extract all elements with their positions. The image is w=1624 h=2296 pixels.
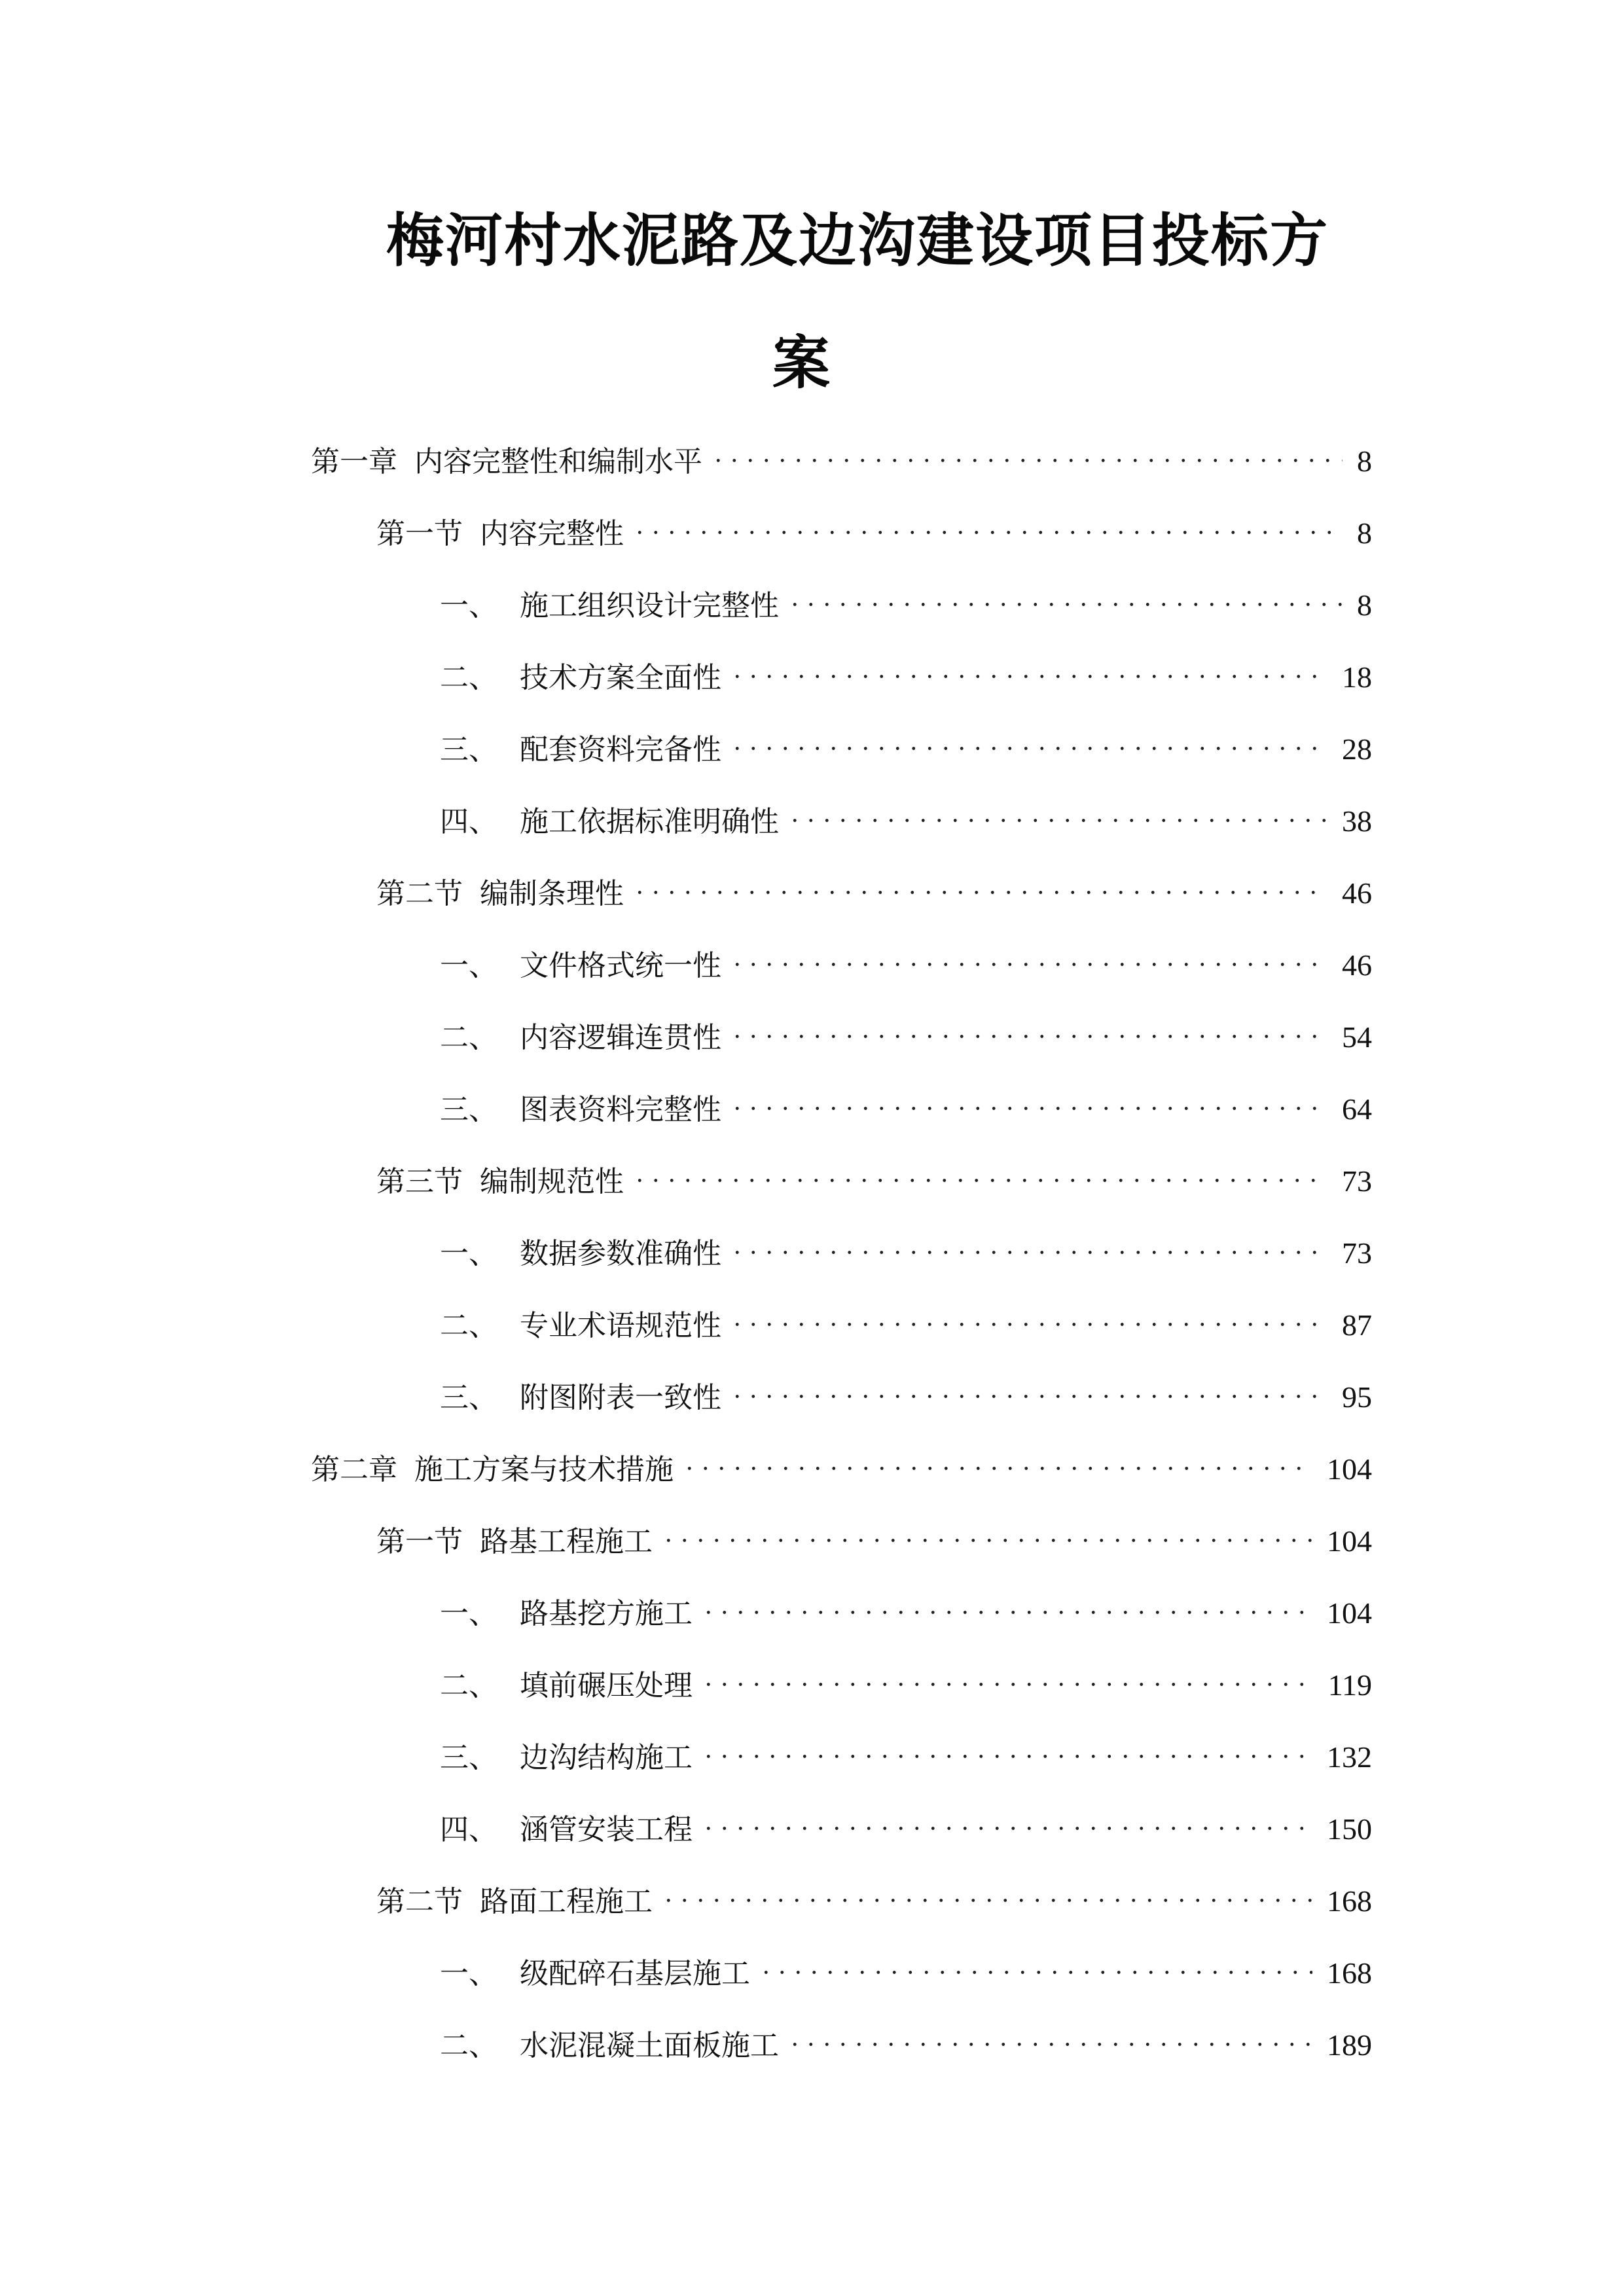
- toc-dot-leader: [700, 1728, 1312, 1767]
- toc-dot-leader: [700, 1800, 1312, 1839]
- toc-entry-section[interactable]: [376, 1872, 1372, 1918]
- toc-entry-page-number: 8: [1357, 588, 1372, 622]
- toc-entry-page-number: 8: [1357, 516, 1372, 550]
- toc-dot-leader: [729, 648, 1327, 687]
- toc-entry-number: 二、: [440, 1021, 497, 1054]
- toc-dot-leader: [729, 1296, 1327, 1335]
- toc-entry-page-number: 38: [1342, 804, 1372, 838]
- toc-entry-title: 编制规范性: [480, 1165, 624, 1198]
- toc-entry-number: 第二节: [376, 877, 463, 910]
- toc-entry-title: 专业术语规范性: [520, 1309, 721, 1342]
- toc-entry-subsection[interactable]: [440, 1656, 1372, 1702]
- toc-entry-section[interactable]: [376, 504, 1372, 550]
- toc-entry-subsection[interactable]: [440, 1800, 1372, 1846]
- toc-entry-number: 二、: [440, 2029, 497, 2062]
- toc-entry-section[interactable]: [376, 864, 1372, 910]
- toc-dot-leader: [710, 432, 1343, 471]
- toc-entry-title: 填前碾压处理: [520, 1669, 693, 1702]
- toc-entry-subsection[interactable]: [440, 2016, 1372, 2062]
- toc-dot-leader: [787, 2016, 1312, 2055]
- document-title-line-1: 梅河村水泥路及边沟建设项目投标方: [386, 207, 1329, 274]
- toc-entry-title: 配套资料完备性: [520, 733, 721, 766]
- toc-entry-number: 一、: [440, 1597, 497, 1630]
- toc-dot-leader: [729, 1368, 1327, 1407]
- toc-entry-page-number: 150: [1327, 1812, 1372, 1846]
- toc-entry-page-number: 73: [1342, 1236, 1372, 1270]
- toc-entry-subsection[interactable]: [440, 576, 1372, 622]
- toc-entry-page-number: 46: [1342, 876, 1372, 910]
- toc-entry-title: 路基挖方施工: [520, 1597, 693, 1630]
- toc-entry-subsection[interactable]: [440, 720, 1372, 766]
- toc-dot-leader: [758, 1944, 1312, 1983]
- toc-entry-title: 图表资料完整性: [520, 1093, 721, 1126]
- toc-entry-page-number: 8: [1357, 444, 1372, 478]
- toc-entry-title: 路基工程施工: [480, 1525, 653, 1558]
- toc-entry-page-number: 28: [1342, 732, 1372, 766]
- toc-entry-title: 技术方案全面性: [520, 661, 721, 694]
- toc-dot-leader: [787, 792, 1327, 831]
- toc-entry-page-number: 54: [1342, 1020, 1372, 1054]
- toc-dot-leader: [729, 936, 1327, 975]
- toc-entry-title: 水泥混凝土面板施工: [520, 2029, 779, 2062]
- toc-dot-leader: [632, 504, 1343, 543]
- document-title-line-2: 案: [772, 329, 831, 397]
- toc-dot-leader: [700, 1656, 1314, 1695]
- toc-dot-leader: [729, 720, 1327, 759]
- toc-entry-page-number: 95: [1342, 1380, 1372, 1414]
- toc-entry-title: 内容逻辑连贯性: [520, 1021, 721, 1054]
- toc-entry-page-number: 87: [1342, 1308, 1372, 1342]
- toc-entry-title: 附图附表一致性: [520, 1381, 721, 1414]
- toc-entry-number: 第一节: [376, 1525, 463, 1558]
- toc-entry-title: 施工方案与技术措施: [414, 1453, 674, 1486]
- toc-entry-number: 三、: [440, 1741, 497, 1774]
- toc-entry-page-number: 104: [1327, 1524, 1372, 1558]
- toc-entry-subsection[interactable]: [440, 1584, 1372, 1630]
- toc-entry-number: 二、: [440, 661, 497, 694]
- toc-entry-number: 四、: [440, 805, 497, 838]
- toc-entry-page-number: 18: [1342, 660, 1372, 694]
- toc-dot-leader: [700, 1584, 1312, 1623]
- toc-entry-title: 内容完整性: [480, 517, 624, 550]
- toc-entry-subsection[interactable]: [440, 1224, 1372, 1270]
- toc-entry-number: 第一节: [376, 517, 463, 550]
- toc-entry-page-number: 189: [1327, 2028, 1372, 2062]
- toc-entry-title: 施工组织设计完整性: [520, 589, 779, 622]
- toc-entry-number: 第一章: [311, 445, 397, 478]
- toc-entry-title: 施工依据标准明确性: [520, 805, 779, 838]
- toc-dot-leader: [660, 1512, 1312, 1551]
- toc-entry-title: 文件格式统一性: [520, 949, 721, 982]
- toc-entry-page-number: 132: [1327, 1740, 1372, 1774]
- toc-entry-number: 一、: [440, 1237, 497, 1270]
- toc-entry-title: 涵管安装工程: [520, 1813, 693, 1846]
- toc-entry-number: 三、: [440, 733, 497, 766]
- toc-entry-subsection[interactable]: [440, 1008, 1372, 1054]
- toc-entry-section[interactable]: [376, 1512, 1372, 1558]
- toc-dot-leader: [787, 576, 1343, 615]
- toc-entry-subsection[interactable]: [440, 1728, 1372, 1774]
- toc-entry-page-number: 104: [1327, 1596, 1372, 1630]
- toc-entry-page-number: 64: [1342, 1092, 1372, 1126]
- toc-entry-number: 二、: [440, 1309, 497, 1342]
- toc-entry-chapter[interactable]: [311, 432, 1372, 478]
- toc-entry-title: 内容完整性和编制水平: [414, 445, 702, 478]
- toc-entry-section[interactable]: [376, 1152, 1372, 1198]
- toc-entry-page-number: 104: [1327, 1452, 1372, 1486]
- toc-dot-leader: [681, 1440, 1312, 1479]
- toc-entry-title: 级配碎石基层施工: [520, 1957, 750, 1990]
- toc-entry-title: 边沟结构施工: [520, 1741, 693, 1774]
- toc-entry-number: 第二章: [311, 1453, 397, 1486]
- toc-entry-number: 一、: [440, 589, 497, 622]
- toc-entry-subsection[interactable]: [440, 1080, 1372, 1126]
- toc-entry-title: 路面工程施工: [480, 1885, 653, 1918]
- toc-entry-subsection[interactable]: [440, 648, 1372, 694]
- toc-dot-leader: [660, 1872, 1312, 1911]
- toc-entry-page-number: 168: [1327, 1956, 1372, 1990]
- toc-dot-leader: [729, 1080, 1327, 1119]
- toc-entry-subsection[interactable]: [440, 1296, 1372, 1342]
- toc-entry-page-number: 119: [1327, 1668, 1372, 1702]
- toc-entry-subsection[interactable]: [440, 792, 1372, 838]
- toc-entry-number: 一、: [440, 949, 497, 982]
- toc-entry-subsection[interactable]: [440, 1944, 1372, 1990]
- toc-dot-leader: [632, 864, 1327, 903]
- toc-dot-leader: [729, 1008, 1327, 1047]
- toc-entry-number: 三、: [440, 1381, 497, 1414]
- toc-entry-number: 四、: [440, 1813, 497, 1846]
- toc-entry-number: 一、: [440, 1957, 497, 1990]
- toc-entry-chapter[interactable]: [311, 1440, 1372, 1486]
- toc-entry-page-number: 46: [1342, 948, 1372, 982]
- toc-entry-number: 第二节: [376, 1885, 463, 1918]
- toc-entry-number: 第三节: [376, 1165, 463, 1198]
- toc-entry-title: 编制条理性: [480, 877, 624, 910]
- toc-entry-subsection[interactable]: [440, 1368, 1372, 1414]
- toc-entry-number: 二、: [440, 1669, 497, 1702]
- toc-entry-page-number: 168: [1327, 1884, 1372, 1918]
- toc-entry-title: 数据参数准确性: [520, 1237, 721, 1270]
- toc-dot-leader: [632, 1152, 1327, 1191]
- toc-dot-leader: [729, 1224, 1327, 1263]
- toc-entry-subsection[interactable]: [440, 936, 1372, 982]
- toc-entry-page-number: 73: [1342, 1164, 1372, 1198]
- toc-entry-number: 三、: [440, 1093, 497, 1126]
